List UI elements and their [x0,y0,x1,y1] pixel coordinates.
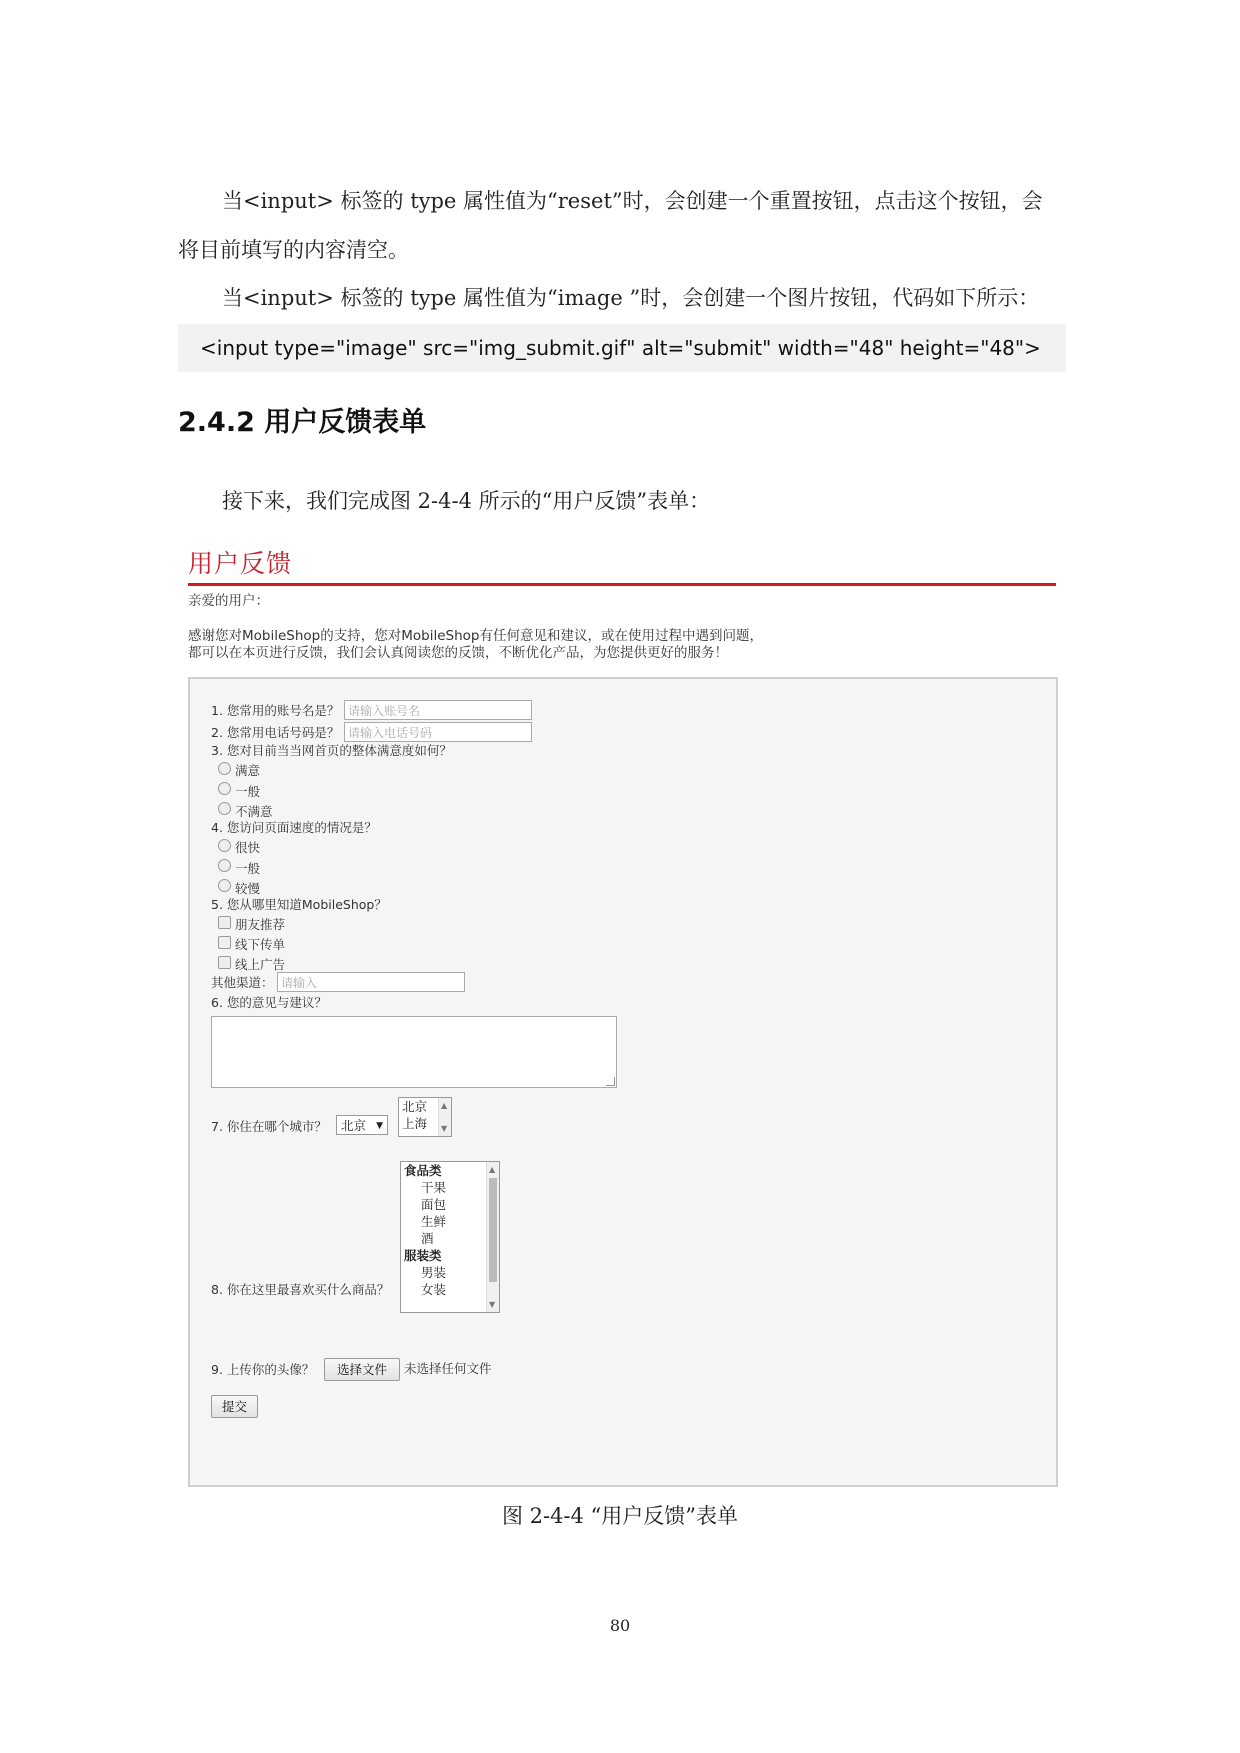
option-average: 一般 [235,784,261,799]
figure-title: 用户反馈 [188,549,293,578]
paragraph-reset-line1: 当<input> 标签的 type 属性值为“reset”时，会创建一个重置按钮，点击这个按钮，会 [222,189,1043,213]
checkbox-online-ad[interactable] [218,956,231,969]
option-unsatisfied: 不满意 [235,804,273,819]
account-input[interactable]: 请输入账号名 [344,700,532,720]
option-satisfied: 满意 [235,763,261,778]
radio-slow[interactable] [218,879,231,892]
thanks-text-line2: 都可以在本页进行反馈，我们会认真阅读您的反馈，不断优化产品，为您提供更好的服务！ [188,645,728,661]
other-channel-label: 其他渠道： [211,975,274,990]
feedback-form [188,677,1058,1487]
option-fast: 很快 [235,840,261,855]
radio-average[interactable] [218,782,231,795]
greeting-text: 亲爱的用户： [188,593,269,609]
question-source: 5. 您从哪里知道MobileShop？ [211,897,387,912]
option-slow: 较慢 [235,881,261,896]
city-selected-value: 北京 [341,1118,367,1133]
scroll-up-icon[interactable]: ▲ [441,1101,448,1110]
option-normal: 一般 [235,861,261,876]
radio-satisfied[interactable] [218,762,231,775]
optgroup-clothing: 服装类 [404,1248,442,1263]
city-list-scrollbar[interactable] [438,1098,451,1136]
checkbox-friend[interactable] [218,916,231,929]
city-option-shanghai[interactable]: 上海 [402,1116,428,1131]
goods-option[interactable]: 男装 [421,1265,447,1280]
goods-listbox[interactable] [400,1161,500,1313]
city-dropdown[interactable] [336,1115,388,1135]
city-listbox[interactable] [398,1097,452,1137]
radio-normal[interactable] [218,859,231,872]
question-satisfaction: 3. 您对目前当当网首页的整体满意度如何？ [211,743,452,758]
radio-fast[interactable] [218,839,231,852]
radio-unsatisfied[interactable] [218,802,231,815]
scroll-up-icon[interactable]: ▲ [489,1165,496,1174]
option-flyer: 线下传单 [235,937,286,952]
figure-caption: 图 2-4-4 “用户反馈”表单 [501,1504,739,1528]
goods-option[interactable]: 面包 [421,1197,447,1212]
choose-file-button[interactable]: 选择文件 [324,1358,400,1381]
phone-input[interactable]: 请输入电话号码 [344,722,532,742]
goods-list-scrollbar[interactable] [486,1162,499,1312]
scroll-down-icon[interactable]: ▼ [441,1124,448,1133]
question-goods: 8. 你在这里最喜欢买什么商品？ [211,1282,390,1297]
goods-option[interactable]: 干果 [421,1180,447,1195]
no-file-status: 未选择任何文件 [404,1361,492,1376]
page-number: 80 [609,1616,631,1635]
question-avatar: 9. 上传你的头像？ [211,1362,315,1377]
checkbox-flyer[interactable] [218,936,231,949]
feedback-figure [188,540,1056,1485]
goods-option[interactable]: 酒 [421,1231,434,1246]
paragraph-reset-line2: 将目前填写的内容清空。 [178,238,409,262]
scrollbar-thumb[interactable] [489,1178,497,1282]
paragraph-intro: 接下来，我们完成图 2-4-4 所示的“用户反馈”表单： [222,489,711,513]
goods-option[interactable]: 女装 [421,1282,447,1297]
goods-option[interactable]: 生鲜 [421,1214,447,1229]
dropdown-arrow-icon: ▼ [376,1121,383,1131]
paragraph-image-button: 当<input> 标签的 type 属性值为“image ”时，会创建一个图片按钮，代码如下所示： [222,286,1040,310]
city-option-beijing[interactable]: 北京 [402,1099,428,1114]
option-online-ad: 线上广告 [235,957,286,972]
scroll-down-icon[interactable]: ▼ [489,1300,496,1309]
option-friend: 朋友推荐 [235,917,286,932]
question-account: 1. 您常用的账号名是？ [211,703,340,718]
submit-button[interactable]: 提交 [211,1395,258,1418]
question-suggestions: 6. 您的意见与建议？ [211,995,327,1010]
code-block: <input type="image" src="img_submit.gif" alt="submit" width="48" height="48"> [178,324,1066,372]
question-phone: 2. 您常用电话号码是？ [211,725,340,740]
suggestions-textarea[interactable] [211,1016,617,1088]
question-speed: 4. 您访问页面速度的情况是？ [211,820,377,835]
title-divider [188,583,1056,586]
other-channel-input[interactable]: 请输入 [277,972,465,992]
thanks-text-line1: 感谢您对MobileShop的支持，您对MobileShop有任何意见和建议，或在使用过程中遇到问题， [188,628,763,644]
resize-grip-icon[interactable] [606,1077,615,1086]
optgroup-food: 食品类 [404,1163,442,1178]
question-city: 7. 你住在哪个城市？ [211,1119,327,1134]
section-heading: 2.4.2 用户反馈表单 [178,407,427,438]
